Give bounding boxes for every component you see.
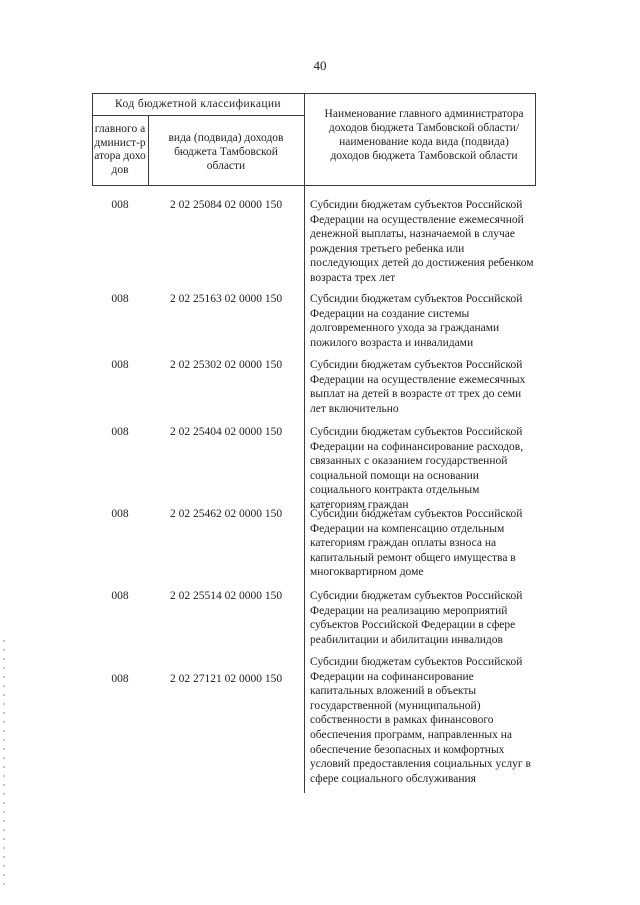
scan-edge-marks <box>3 640 5 890</box>
budget-classification-table <box>92 93 536 793</box>
header-group-title: Код бюджетной классификации <box>115 98 281 110</box>
admin-code-cell: 008 <box>111 508 129 520</box>
income-name-cell: Субсидии бюджетам субъектов Российской Федерации на софинансирование расходов, связанных с оказанием государственной социальной помощи на основании социального контракта отдельным категориям граждан <box>310 426 524 511</box>
group-title-underline <box>92 115 304 116</box>
code-name-divider <box>304 93 305 793</box>
income-code-cell: 2 02 25514 02 0000 150 <box>169 590 283 602</box>
income-code-cell: 2 02 25302 02 0000 150 <box>169 359 283 371</box>
header-admin-column: главного админист-ратора доходов <box>94 123 146 176</box>
admin-code-cell: 008 <box>111 673 129 685</box>
header-code-column: вида (подвида) доходов бюджета Тамбовской области <box>168 132 284 172</box>
header-bottom-border <box>92 185 536 186</box>
income-name-cell: Субсидии бюджетам субъектов Российской Федерации на создание системы долговременного ухода за гражданами пожилого возраста и инвалидами <box>310 293 523 349</box>
header-name-column: Наименование главного администратора доходов бюджета Тамбовской области/наименование кода вида (подвида) доходов бюджета Тамбовской области <box>324 108 524 162</box>
admin-code-cell: 008 <box>111 590 129 602</box>
income-name-cell: Субсидии бюджетам субъектов Российской Федерации на осуществление ежемесячных выплат на детей в возрасте от трех до семи лет включительно <box>310 359 526 415</box>
income-name-cell: Субсидии бюджетам субъектов Российской Федерации на реализацию мероприятий субъектов Российской Федерации в сфере реабилитации и абилитации инвалидов <box>310 590 523 646</box>
admin-code-cell: 008 <box>111 426 129 438</box>
admin-code-cell: 008 <box>111 293 129 305</box>
admin-code-cell: 008 <box>111 359 129 371</box>
income-name-cell: Субсидии бюджетам субъектов Российской Федерации на компенсацию отдельным категориям граждан оплаты взноса на капитальный ремонт общего имущества в многоквартирном доме <box>310 508 523 579</box>
header-top-border <box>92 93 536 94</box>
admin-code-divider <box>148 115 149 186</box>
income-code-cell: 2 02 25084 02 0000 150 <box>169 199 283 211</box>
income-code-cell: 2 02 25462 02 0000 150 <box>169 508 283 520</box>
income-code-cell: 2 02 25404 02 0000 150 <box>169 426 283 438</box>
right-border <box>535 93 536 186</box>
income-name-cell: Субсидии бюджетам субъектов Российской Федерации на осуществление ежемесячной денежной выплаты, назначаемой в случае рождения третьего ребенка или последующих детей до достижения ребенком возраста трех лет <box>310 199 534 284</box>
income-name-cell: Субсидии бюджетам субъектов Российской Федерации на софинансирование капитальных вложений в объекты государственной (муниципальной) собственности в рамках финансового обеспечения программ, направленных на обеспечение безопасных и комфортных условий предоставления социальных услуг в сфере социального обслуживания <box>310 656 531 785</box>
admin-code-cell: 008 <box>111 199 129 211</box>
page-number: 40 <box>313 58 327 73</box>
income-code-cell: 2 02 25163 02 0000 150 <box>169 293 283 305</box>
income-code-cell: 2 02 27121 02 0000 150 <box>169 673 283 685</box>
